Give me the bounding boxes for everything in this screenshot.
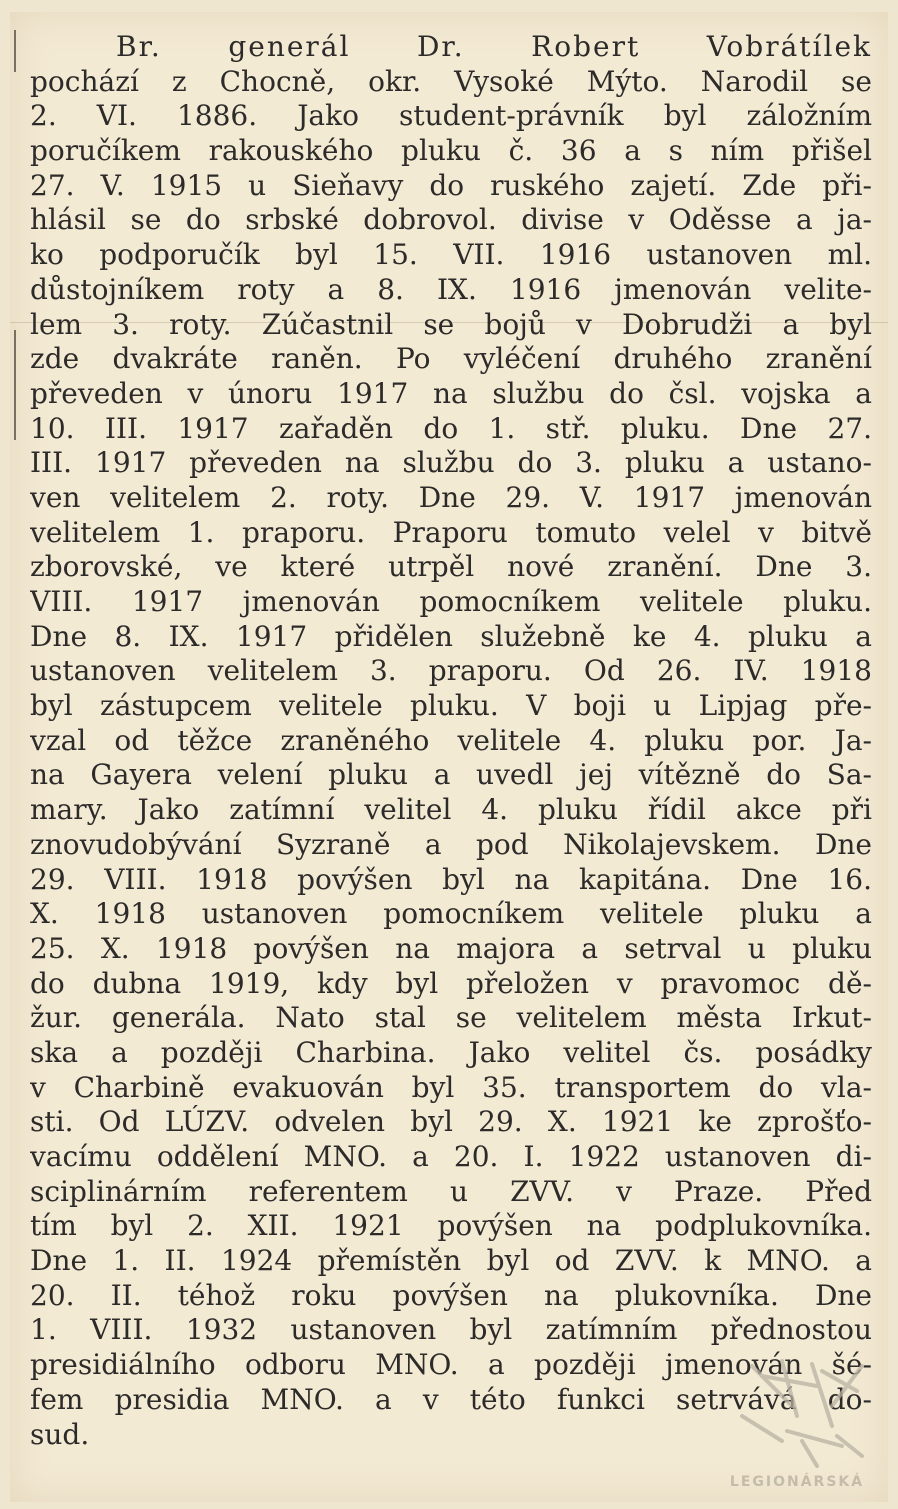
article-line: do dubna 1919, kdy byl přeložen v pravomoc dě- — [30, 966, 872, 1000]
article-line: vzal od těžce zraněného velitele 4. pluku por. Ja- — [30, 723, 872, 757]
article-line: 29. VIII. 1918 povýšen byl na kapitána. Dne 16. — [30, 862, 872, 896]
article-line: ko podporučík byl 15. VII. 1916 ustanoven ml. — [30, 238, 872, 272]
article-line: 2. VI. 1886. Jako student-právník byl záložním — [30, 99, 872, 133]
article-line: III. 1917 převeden na službu do 3. pluku a ustano- — [30, 446, 872, 480]
article-line: VIII. 1917 jmenován pomocníkem velitele pluku. — [30, 585, 872, 618]
article-line: Br. generál Dr. Robert Vobrátílek — [116, 30, 872, 63]
article-line: tím byl 2. XII. 1921 povýšen na podplukovníka. — [30, 1209, 872, 1243]
article-line: znovudobývání Syzraně a pod Nikolajevskem. Dne — [30, 827, 872, 861]
article-line: 25. X. 1918 povýšen na majora a setrval u pluku — [30, 931, 872, 965]
watermark-text: LEGIONÁRSKÁ — [729, 1474, 865, 1490]
article-line: poručíkem rakouského pluku č. 36 a s ním přišel — [30, 134, 872, 168]
article-line: zborovské, ve které utrpěl nové zranění. Dne 3. — [30, 550, 872, 584]
article-line: sciplinárním referentem u ZVV. v Praze. Před — [30, 1174, 872, 1208]
article-line: pochází z Chocně, okr. Vysoké Mýto. Narodil se — [30, 64, 872, 98]
article-line: lem 3. roty. Zúčastnil se bojů v Dobrudži a byl — [30, 307, 872, 341]
article-line: Dne 1. II. 1924 přemístěn byl od ZVV. k MNO. a — [30, 1244, 872, 1278]
article-line: byl zástupcem velitele pluku. V boji u Lipjag pře- — [30, 689, 872, 723]
article-line: fem presidia MNO. a v této funkci setrvává do- — [30, 1382, 872, 1416]
article-line: vacímu oddělení MNO. a 20. I. 1922 ustanoven di- — [30, 1140, 872, 1173]
article-line: velitelem 1. praporu. Praporu tomuto velel v bitvě — [30, 515, 872, 549]
article-line: hlásil se do srbské dobrovol. divise v Oděsse a ja- — [30, 203, 872, 237]
article-line: 20. II. téhož roku povýšen na plukovníka. Dne — [30, 1278, 872, 1312]
article-line: 1. VIII. 1932 ustanoven byl zatímním přednostou — [30, 1313, 872, 1347]
article-line: důstojníkem roty a 8. IX. 1916 jmenován velite- — [30, 272, 872, 306]
article-line: ska a později Charbina. Jako velitel čs. posádky — [30, 1035, 872, 1069]
article-line: presidiálního odboru MNO. a později jmenován šé- — [30, 1348, 872, 1382]
margin-mark — [14, 330, 16, 440]
article-line: mary. Jako zatímní velitel 4. pluku řídil akce při — [30, 793, 872, 827]
article-line: ven velitelem 2. roty. Dne 29. V. 1917 jmenován — [30, 480, 872, 514]
article-line: X. 1918 ustanoven pomocníkem velitele pluku a — [30, 897, 872, 931]
margin-mark — [14, 30, 16, 72]
article-line: sud. — [30, 1417, 90, 1451]
article-line: žur. generála. Nato stal se velitelem města Irkut- — [30, 1001, 872, 1035]
article-line: na Gayera velení pluku a uvedl jej vítězně do Sa- — [30, 758, 872, 792]
article-line: 10. III. 1917 zařaděn do 1. stř. pluku. Dne 27. — [30, 411, 872, 445]
article-text — [30, 30, 872, 1452]
article-line: Dne 8. IX. 1917 přidělen služebně ke 4. pluku a — [30, 619, 872, 653]
article-line: v Charbině evakuován byl 35. transportem do vla- — [30, 1070, 872, 1104]
article-line: sti. Od LÚZV. odvelen byl 29. X. 1921 ke zprošťo- — [30, 1105, 872, 1139]
article-line: převeden v únoru 1917 na službu do čsl. vojska a — [30, 376, 872, 410]
article-line: ustanoven velitelem 3. praporu. Od 26. IV. 1918 — [30, 654, 872, 688]
article-line: 27. V. 1915 u Sieňavy do ruského zajetí. Zde při- — [30, 168, 872, 202]
article-line: zde dvakráte raněn. Po vyléčení druhého zranění — [30, 342, 872, 376]
